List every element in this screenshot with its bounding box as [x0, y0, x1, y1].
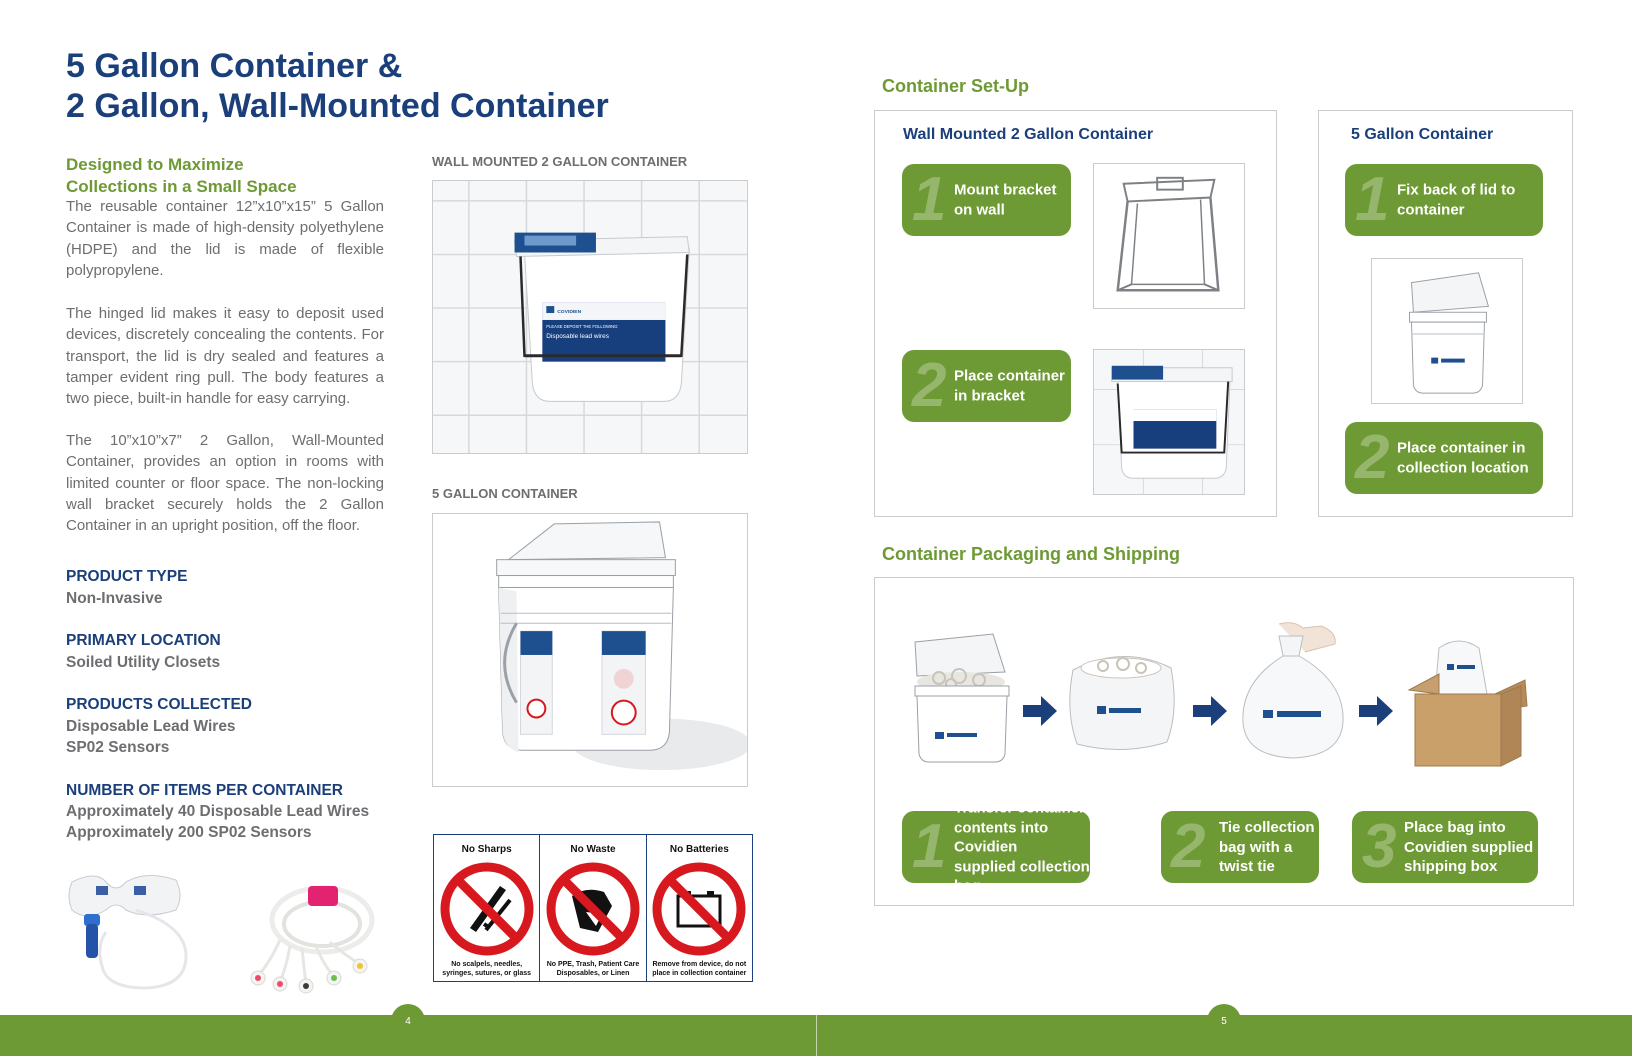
5-gallon-step-2	[1345, 422, 1543, 494]
5-gallon-step-2-line-1: Place container in	[1397, 439, 1526, 457]
spec-label-primary-location: PRIMARY LOCATION	[66, 632, 221, 649]
wall-step-1	[902, 164, 1071, 236]
packaging-step-1-line-2: contents into Covidien	[954, 818, 1049, 856]
spec-label-products-collected: PRODUCTS COLLECTED	[66, 696, 252, 713]
packaging-step-3-line-1: Place bag into	[1404, 818, 1506, 836]
page-number-left: 4	[405, 1016, 411, 1027]
packaging-section-title: Container Packaging and Shipping	[882, 544, 1181, 564]
tied-collection-bag-image	[1233, 622, 1353, 764]
packaging-step-1-line-3: supplied collection bag	[954, 857, 1090, 895]
sign-title-no-sharps: No Sharps	[461, 844, 512, 855]
page-number-right: 5	[1221, 1016, 1227, 1027]
arrow-right-icon	[1023, 696, 1057, 726]
wall-step-2-text	[954, 367, 1065, 406]
sign-desc-no-sharps: No scalpels, needles, syringes, sutures, or glass	[442, 961, 531, 977]
spo2-sensor-image	[66, 866, 196, 996]
packaging-panel	[874, 577, 1574, 906]
arrow-right-icon	[1359, 696, 1393, 726]
spec-value-sp02-sensors: SP02 Sensors	[66, 739, 170, 756]
wall-mounted-container-image	[432, 180, 748, 454]
label-item-text: Disposable lead wires	[546, 332, 609, 340]
spec-label-items-per-container: NUMBER OF ITEMS PER CONTAINER	[66, 782, 343, 799]
packaging-step-3	[1352, 811, 1538, 883]
spec-value-primary-location: Soiled Utility Closets	[66, 654, 221, 671]
packaging-step-2-text	[1219, 818, 1315, 877]
paragraph-materials: The reusable container 12”x10”x15” 5 Gallon Container is made of high-density polyethylene (HDPE) and the lid is made of flexible polypropylene.	[66, 198, 384, 279]
wall-step-2-line-1: Place container	[954, 367, 1065, 385]
title-line-1: 5 Gallon Container &	[66, 47, 403, 85]
lead-wires-image	[250, 872, 380, 996]
figure-caption-wall-mounted: WALL MOUNTED 2 GALLON CONTAINER	[432, 154, 688, 169]
figure-caption-5-gallon: 5 GALLON CONTAINER	[432, 486, 578, 501]
subhead-line-2: Collections in a Small Space	[66, 177, 297, 196]
lid-fixed-container-image	[1371, 258, 1523, 404]
page-title	[66, 46, 746, 126]
sign-no-waste	[540, 835, 646, 981]
open-container-with-contents-image	[909, 630, 1019, 766]
packaging-step-2-number: 2	[1171, 812, 1206, 881]
spec-value-lead-wires-count: Approximately 40 Disposable Lead Wires	[66, 803, 370, 820]
spread-divider	[816, 1015, 817, 1056]
wall-panel-title: Wall Mounted 2 Gallon Container	[903, 126, 1154, 143]
no-sharps-icon	[440, 862, 534, 956]
packaging-step-1	[902, 799, 1090, 895]
wall-step-2	[902, 350, 1071, 422]
sign-title-no-waste: No Waste	[570, 844, 616, 855]
packaging-step-1-text	[954, 798, 1090, 896]
wall-step-2-line-2: in bracket	[954, 387, 1025, 404]
packaging-step-2-line-1: Tie collection	[1219, 818, 1315, 836]
setup-section-title: Container Set-Up	[882, 76, 1030, 96]
arrow-right-icon	[1193, 696, 1227, 726]
5-gallon-step-2-line-2: collection location	[1397, 459, 1529, 476]
section-subhead	[66, 154, 396, 198]
5-gallon-container-image	[432, 513, 748, 787]
packaging-step-2-line-2: bag with a	[1219, 838, 1293, 856]
packaging-step-2	[1161, 811, 1319, 883]
container-in-bracket-image	[1093, 349, 1245, 495]
packaging-step-3-line-2: Covidien supplied	[1404, 838, 1534, 856]
packaging-step-3-line-3: shipping box	[1404, 857, 1498, 875]
filled-collection-bag-image	[1063, 650, 1181, 756]
no-waste-icon	[546, 862, 640, 956]
packaging-step-1-number: 1	[912, 812, 947, 881]
subhead-line-1: Designed to Maximize	[66, 155, 244, 174]
shipping-box-image	[1399, 624, 1537, 768]
spec-value-product-type: Non-Invasive	[66, 590, 163, 607]
wall-step-1-text	[954, 181, 1057, 220]
5-gallon-step-1-text	[1397, 181, 1515, 220]
spec-label-product-type: PRODUCT TYPE	[66, 568, 188, 585]
5-gallon-step-1-line-1: Fix back of lid to	[1397, 181, 1516, 199]
sign-title-no-batteries: No Batteries	[669, 844, 729, 855]
5-gallon-setup-panel	[1318, 110, 1573, 517]
5-gallon-step-2-text	[1397, 439, 1529, 478]
spec-value-lead-wires: Disposable Lead Wires	[66, 718, 236, 735]
wall-step-1-line-2: on wall	[954, 201, 1005, 218]
wall-step-1-number: 1	[912, 165, 947, 234]
label-deposit-text: PLEASE DEPOSIT THE FOLLOWING:	[546, 323, 619, 329]
5-gallon-step-1-number: 1	[1355, 165, 1390, 234]
sign-desc-no-batteries: Remove from device, do not place in collection container	[652, 961, 747, 977]
sign-no-batteries	[647, 835, 752, 981]
title-line-2: 2 Gallon, Wall-Mounted Container	[66, 87, 609, 125]
wall-mounted-setup-panel	[874, 110, 1277, 517]
sign-no-sharps	[434, 835, 540, 981]
paragraph-hinged-lid: The hinged lid makes it easy to deposit used devices, discretely concealing the contents. For transport, the lid is dry sealed and features a tamper evident ring pull. The body features a two piece, built-in handle for easy carrying.	[66, 305, 384, 408]
no-batteries-icon	[652, 862, 746, 956]
wall-step-2-number: 2	[912, 351, 947, 420]
sign-desc-no-waste: No PPE, Trash, Patient Care Disposables, or Linen	[546, 961, 640, 977]
warning-signs-panel	[433, 834, 753, 982]
5-gallon-step-2-number: 2	[1355, 423, 1390, 492]
5-gallon-panel-title: 5 Gallon Container	[1351, 126, 1494, 143]
packaging-step-1-line-1: Transfer container	[954, 799, 1085, 817]
packaging-step-3-text	[1404, 818, 1533, 877]
packaging-step-2-line-3: twist tie	[1219, 857, 1275, 875]
5-gallon-step-1-line-2: container	[1397, 201, 1465, 218]
packaging-step-3-number: 3	[1362, 812, 1397, 881]
wall-bracket-image	[1093, 163, 1245, 309]
5-gallon-step-1	[1345, 164, 1543, 236]
spec-value-sensors-count: Approximately 200 SP02 Sensors	[66, 824, 312, 841]
covidien-label-brand: COVIDIEN	[557, 310, 582, 316]
wall-step-1-line-1: Mount bracket	[954, 181, 1057, 199]
paragraph-wall-mounted: The 10”x10”x7” 2 Gallon, Wall-Mounted Container, provides an option in rooms with limited counter or floor space. The non-locking wall bracket securely holds the 2 Gallon Container in an upright position, off the floor.	[66, 432, 384, 535]
